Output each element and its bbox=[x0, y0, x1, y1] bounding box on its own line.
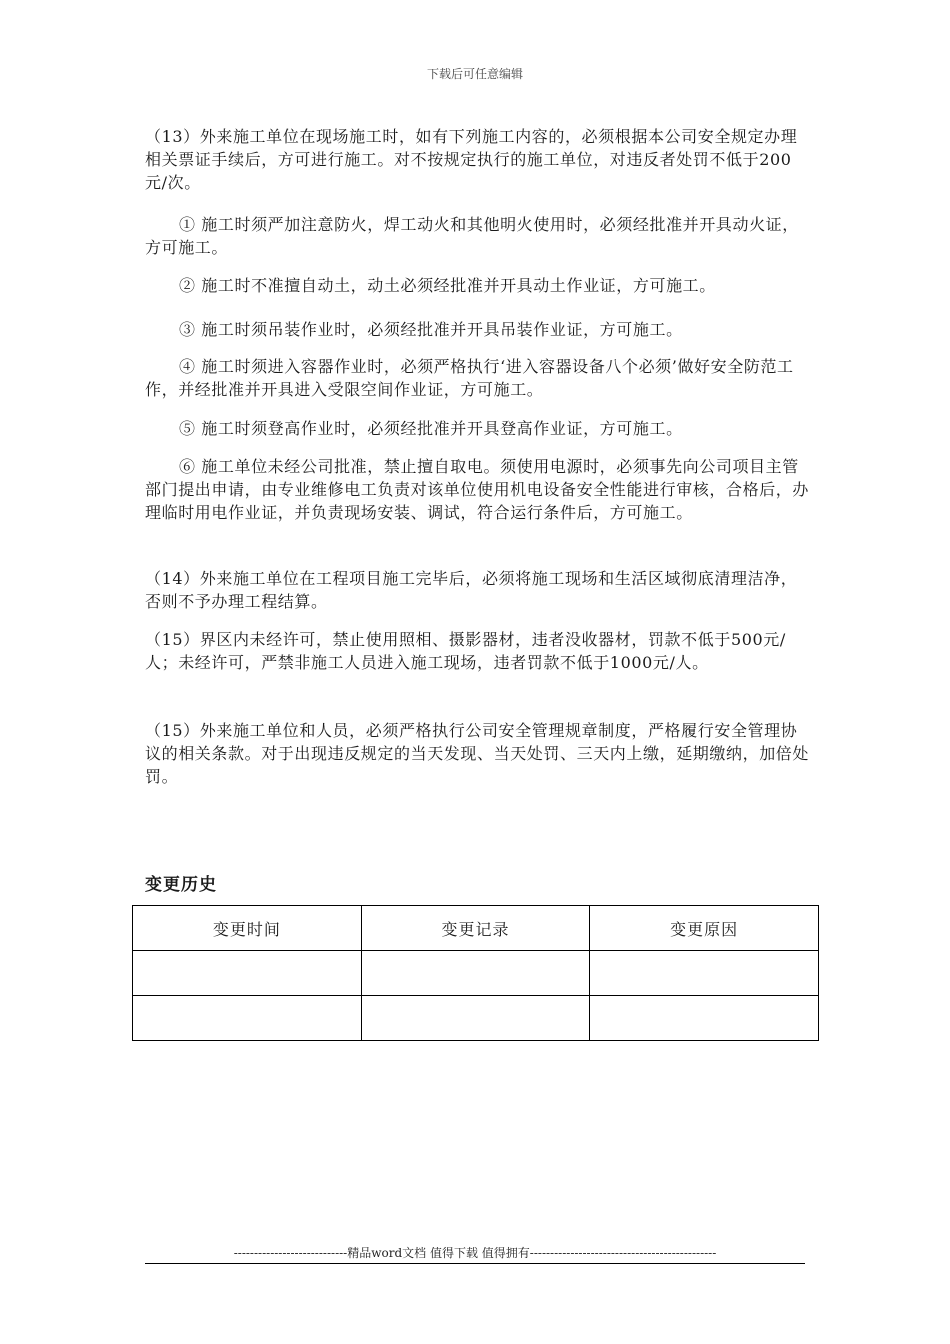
table-row bbox=[133, 996, 819, 1041]
table-cell bbox=[133, 996, 362, 1041]
clause-13-item-2: ② 施工时不准擅自动土，动土必须经批准并开具动土作业证，方可施工。 bbox=[179, 276, 716, 295]
change-history-title: 变更历史 bbox=[145, 875, 217, 895]
column-header-change-reason: 变更原因 bbox=[590, 906, 819, 951]
clause-13-item-3: ③ 施工时须吊装作业时，必须经批准并开具吊装作业证，方可施工。 bbox=[179, 320, 683, 339]
change-history-table bbox=[132, 905, 819, 1041]
clause-13: （13）外来施工单位在现场施工时，如有下列施工内容的，必须根据本公司安全规定办理相关票证手续后，方可进行施工。对不按规定执行的施工单位，对违反者处罚不低于200元/次。 bbox=[145, 127, 798, 192]
table-cell bbox=[361, 996, 590, 1041]
page-header: 下载后可任意编辑 bbox=[426, 67, 523, 81]
table-cell bbox=[590, 996, 819, 1041]
table-cell bbox=[133, 951, 362, 996]
clause-13-item-1: ① 施工时须严加注意防火，焊工动火和其他明火使用时，必须经批准并开具动火证，方可施工。 bbox=[145, 215, 799, 257]
table-header-row bbox=[133, 906, 819, 951]
clause-13-item-4: ④ 施工时须进入容器作业时，必须严格执行‘进入容器设备八个必须’做好安全防范工作，并经批准并开具进入受限空间作业证，方可施工。 bbox=[145, 357, 794, 399]
clause-15-compliance: （15）外来施工单位和人员，必须严格执行公司安全管理规章制度，严格履行安全管理协议的相关条款。对于出现违反规定的当天发现、当天处罚、三天内上缴，延期缴纳，加倍处罚。 bbox=[145, 721, 810, 786]
clause-13-item-5: ⑤ 施工时须登高作业时，必须经批准并开具登高作业证，方可施工。 bbox=[179, 419, 683, 438]
table-row bbox=[133, 951, 819, 996]
footer-divider bbox=[145, 1263, 805, 1264]
clause-15-photography: （15）界区内未经许可，禁止使用照相、摄影器材，违者没收器材，罚款不低于500元/人；未经许可，严禁非施工人员进入施工现场，违者罚款不低于1000元/人。 bbox=[145, 630, 786, 672]
table-cell bbox=[361, 951, 590, 996]
clause-13-item-6: ⑥ 施工单位未经公司批准，禁止擅自取电。须使用电源时，必须事先向公司项目主管部门提出申请，由专业维修电工负责对该单位使用机电设备安全性能进行审核，合格后，办理临时用电作业证，并负责现场安装、调试，符合运行条件后，方可施工。 bbox=[145, 457, 810, 522]
column-header-change-record: 变更记录 bbox=[361, 906, 590, 951]
table-cell bbox=[590, 951, 819, 996]
clause-14: （14）外来施工单位在工程项目施工完毕后，必须将施工现场和生活区域彻底清理洁净，否则不予办理工程结算。 bbox=[145, 569, 798, 611]
page-footer: ----------------------------精品word文档 值得下载 值得拥有---------------------------------------------- bbox=[233, 1246, 717, 1260]
column-header-change-time: 变更时间 bbox=[133, 906, 362, 951]
